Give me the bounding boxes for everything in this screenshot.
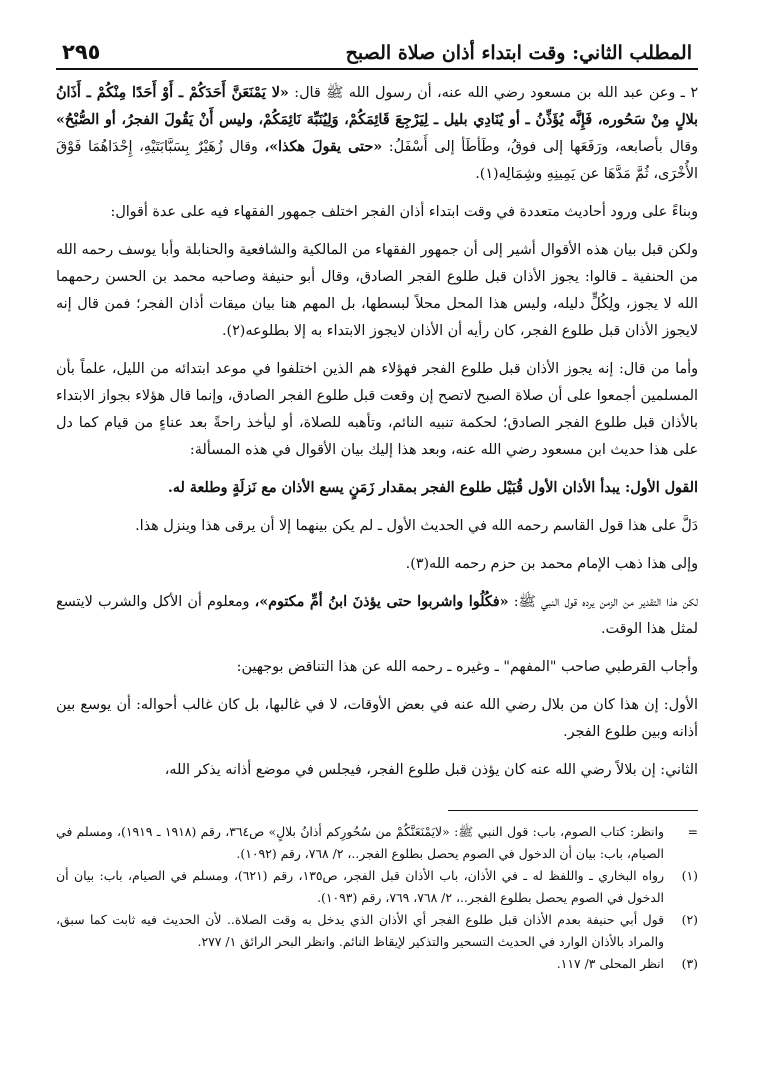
text-run: وأما من قال: إنه يجوز الأذان قبل طلوع الفجر فهؤلاء هم الذين اختلفوا في موعد ابتدائه من الليل، علماً بأن المسلمين أجمعوا على أن صلاة الصبح لاتصح إن وقعت قبل طلوع الفجر الصادق، وإنما قال هؤلاء بجواز الابتداء بالأذان قبل طلوع الفجر الصادق؛ لحكمة تنبيه النائم، وتأهبه للصلاة، أو ليأخذ راحةً بعد عناءٍ من قيام كما دل على هذا حديث ابن مسعود رضي الله عنه، وبعد هذا إليك بيان الأقوال في هذه المسألة: — [56, 361, 698, 458]
paragraph — [56, 237, 698, 345]
paragraph — [56, 551, 698, 578]
text-run: ٢ ـ وعن عبد الله بن مسعود رضي الله عنه، أن رسول الله ﷺ قال: — [288, 85, 698, 101]
bold-text-run: «لا يَمْنَعَنَّ أَحَدَكُمْ ـ أَوْ أَحَدًا مِنْكُمْ ـ أَذَانُ بلالٍ مِنْ سَحُوره، فَإِنَّه يُؤَذِّنُ ـ أو يُنَادِي بليل ـ لِيَرْجِعَ قَائِمَكُمْ، وَلِيُنَبِّهَ نَائِمَكُمْ، وليس أَنْ يَقُولَ الفجرُ، أو الصُّبْحُ» — [56, 85, 698, 128]
paragraph — [56, 80, 698, 188]
bold-text-run: القول الأول: يبدأ الأذان الأول قُبَيْل طلوع الفجر بمقدار زَمَنٍ يسع الأذان مع نَزلَةٍ وطلعة له. — [167, 480, 698, 496]
chapter-title: المطلب الثاني: وقت ابتداء أذان صلاة الصبح — [345, 42, 692, 64]
footnote — [56, 953, 698, 975]
footnote — [56, 821, 698, 865]
footnotes — [56, 821, 698, 975]
text-run: ولكن قبل بيان هذه الأقوال أشير إلى أن جمهور الفقهاء من المالكية والشافعية والحنابلة وأبا يوسف رحمه الله من الحنفية ـ قالوا: يجوز الأذان قبل طلوع الفجر الصادق، وقال أبو حنيفة وصاحبه محمد بن الحسن رحمهما الله لا يجوز، ولِكُلٍّ دليله، وليس هذا المحل محلاً لبسطها، بل المهم هنا بيان ميقات أذان الفجر؛ فمن قال إنه لايجوز الأذان قبل طلوع الفجر، كان رأيه أن الأذان لايجوز الابتداء به إلا بطلوعه(٢). — [56, 242, 698, 339]
paragraph — [56, 692, 698, 746]
text-run: الأول: إن هذا كان من بلال رضي الله عنه في بعض الأوقات، لا في غالبها، بل كان غالب أحواله: أن يوسع بين أذانه وبين طلوع الفجر. — [56, 697, 698, 740]
page-number: ٢٩٥ — [62, 40, 101, 64]
header-divider — [56, 68, 698, 70]
footnote-marker: (٣) — [681, 956, 698, 971]
bold-text-run: «حتى يقولَ هكذا»، — [264, 139, 383, 155]
footnote-divider — [448, 810, 698, 811]
text-run: ومعلوم أن الأكل والشرب لايتسع لمثل هذا الوقت. — [56, 594, 698, 637]
paragraph — [56, 513, 698, 540]
text-run: وقال زُهَيْرٌ بِسَبَّابَتَيْهِ، إِحْدَاهُمَا فَوْقَ الأُخْرَى، ثُمَّ مَدَّهَا عن يَمِينِهِ وشِمَالِه(١). — [56, 139, 698, 182]
paragraph — [56, 589, 698, 643]
text-run: وإلى هذا ذهب الإمام محمد بن حزم رحمه الله(٣). — [405, 556, 698, 572]
body-text — [56, 80, 698, 784]
footnote-text: قول أبي حنيفة بعدم الأذان قبل طلوع الفجر أي الأذان الذي يدخل به وقت الصلاة.. لأن الحديث فيه ثابت كما سبق، والمراد بالأذان الوارد في الحديث التسحير والتذكير لإيقاظ النائم. وانظر البحر الرائق ١/ ٢٧٧. — [56, 912, 664, 949]
paragraph — [56, 757, 698, 784]
text-run: وقال بأصابعه، ورَفَعَها إلى فوقُ، وطَأطَأ إلى أَسْفَلُ: — [382, 139, 699, 155]
footnote-text: انظر المحلى ٣/ ١١٧. — [556, 956, 664, 971]
footnote-text: رواه البخاري ـ واللفظ له ـ في الأذان، باب الأذان قبل الفجر، ص١٣٥، رقم (٦٢١)، ومسلم في الصيام، باب: بيان أن الدخول في الصوم يحصل بطلوع الفجر..، ٢/ ٧٦٨، ٧٦٩، رقم (١٠٩٣). — [56, 868, 664, 905]
footnote-text: وانظر: كتاب الصوم، باب: قول النبي ﷺ: «لايَمْنَعَنَّكُمْ من سُحُورِكم أذانُ بلالٍ» ص٣٦٤، رقم (١٩١٨ ـ ١٩١٩)، ومسلم في الصيام، باب: بيان أن الدخول في الصوم يحصل بطلوع الفجر..، ٢/ ٧٦٨، رقم (١٠٩٢). — [56, 824, 664, 861]
footnote — [56, 909, 698, 953]
page-header — [56, 40, 698, 68]
footnote-marker: = — [687, 824, 698, 839]
paragraph — [56, 356, 698, 464]
paragraph — [56, 199, 698, 226]
bold-text-run: «فكُلُوا واشربوا حتى يؤذنَ ابنُ أمِّ مكتوم»، — [254, 594, 509, 610]
paragraph — [56, 475, 698, 502]
paragraph — [56, 654, 698, 681]
text-run: وبناءً على ورود أحاديث متعددة في وقت ابتداء أذان الفجر اختلف جمهور الفقهاء فيه على عدة أقوال: — [110, 204, 698, 220]
text-run: وأجاب القرطبي صاحب "المفهم" ـ وغيره ـ رحمه الله عن هذا التناقض بوجهين: — [236, 659, 698, 675]
text-run: دَلَّ على هذا قول القاسم رحمه الله في الحديث الأول ـ لم يكن بينهما إلا أن يرقى هذا وينزل هذا. — [135, 518, 698, 534]
text-run: الثاني: إن بلالاً رضي الله عنه كان يؤذن قبل طلوع الفجر، فيجلس في موضع أذانه يذكر الله، — [164, 762, 698, 778]
footnote-marker: (٢) — [681, 912, 698, 927]
footnote-marker: (١) — [681, 868, 698, 883]
footnote — [56, 865, 698, 909]
text-run: لكن هذا التقدير من الزمن يرده قول النبي ﷺ: — [508, 594, 698, 610]
